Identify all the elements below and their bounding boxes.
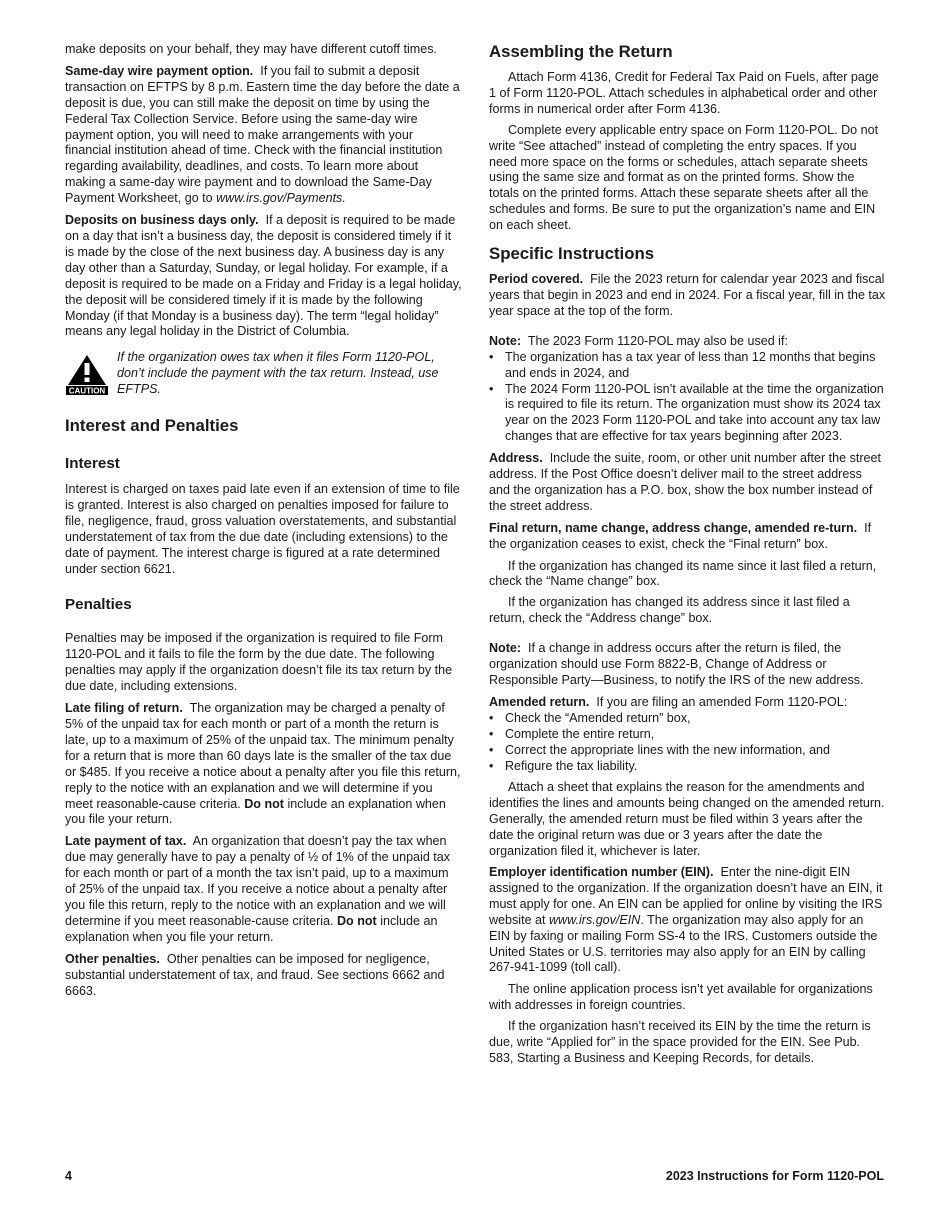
paragraph-text: File the 2023 return for calendar year 2023 and fiscal years that begin in 2023 and end in 2024. For a fiscal year, fill in the tax year space at the top of the form. — [489, 272, 886, 318]
right-column — [489, 42, 886, 1072]
run-in-heading: Other penalties. — [65, 951, 160, 966]
paragraph-address-change: If the organization has changed its address since it last filed a return, check the “Address change” box. — [489, 595, 850, 626]
heading-specific-instructions: Specific Instructions — [489, 244, 655, 264]
paragraph-text: An organization that doesn’t pay the tax when due may generally have to pay a penalty of ½ of 1% of the unpaid tax for each month or part of a month the tax isn’t paid, up to a maximum of 25% of the unpaid tax. If you receive a notice about a penalty after you file this return, reply to the notice with an explanation and we will determine if you meet reasonable-cause criteria. — [65, 834, 451, 928]
run-in-heading: Deposits on business days only. — [65, 213, 259, 228]
paragraph-cutoff: make deposits on your behalf, they may have different cutoff times. — [65, 42, 437, 56]
left-column — [65, 42, 462, 1005]
paragraph-other-penalties — [65, 952, 462, 1000]
caution-text: If the organization owes tax when it files Form 1120-POL, don’t include the payment with the tax return. Instead, use EFTPS. — [117, 350, 439, 397]
link-irs-ein[interactable]: www.irs.gov/EIN — [549, 912, 641, 927]
paragraph-text: include an explanation when you file your return. — [65, 913, 438, 944]
paragraph-interest: Interest is charged on taxes paid late even if an extension of time to file is granted. Interest is also charged on penalties imposed for failure to file, negligence, fraud, gross valuation overstatements, and substantial understatement of tax from the due date (including extensions) to the date of payment. The interest charge is figured at a rate determined under section 6621. — [65, 482, 460, 576]
list-item: • The organization has a tax year of less than 12 months that begins and ends in 2024, and — [489, 349, 876, 380]
amended-return-block — [489, 695, 886, 775]
paragraph-address — [489, 451, 886, 515]
note-label: Note: — [489, 641, 522, 656]
paragraph-amended-sheet: Attach a sheet that explains the reason for the amendments and identifies the lines and amounts being changed on the amended return. Generally, the amended return must be filed within 3 years after the date the original return was due or 3 years after the date the organization filed it, whichever is later. — [489, 780, 885, 859]
list-item: • Complete the entire return, — [489, 726, 655, 741]
paragraph-amended-return — [489, 695, 886, 711]
paragraph-period-covered — [489, 272, 886, 320]
list-item-text: Correct the appropriate lines with the new information, and — [505, 742, 830, 757]
run-in-heading: Period covered. — [489, 272, 584, 287]
list-item-text: Complete the entire return, — [505, 726, 655, 741]
note-block — [489, 334, 886, 445]
run-in-heading: Late payment of tax. — [65, 834, 187, 849]
note-intro — [489, 334, 886, 350]
paragraph-name-change: If the organization has changed its name since it last filed a return, check the “Name change” box. — [489, 558, 877, 589]
paragraph-text: If you fail to submit a deposit transaction on EFTPS by 8 p.m. Eastern time the day before the date a deposit is due, you can still make the deposit on time by using the Federal Tax Collection Service. Before using the same-day wire payment option, you will need to make arrangements with your financial institution ahead of time. Check with the financial institution regarding availability, deadlines, and costs. To learn more about making a same-day wire payment and to download the Same-Day Payment Worksheet, go to — [65, 63, 460, 206]
list-item: • Refigure the tax liability. — [489, 758, 638, 773]
paragraph-ein-foreign: The online application process isn’t yet available for organizations with addresses in foreign countries. — [489, 982, 873, 1013]
caution-box — [65, 350, 462, 398]
paragraph-assembling-2: Complete every applicable entry space on Form 1120-POL. Do not write “See attached” instead of completing the entry spaces. If you need more space on the forms or schedules, attach separate sheets using the same size and format as on the printed forms. Show the totals on the printed forms. Attach these separate sheets after all the schedules and forms. Be sure to put the organization’s name and EIN on each sheet. — [489, 122, 879, 233]
link-irs-payments[interactable]: www.irs.gov/Payments. — [216, 191, 346, 206]
run-in-heading: Amended return. — [489, 694, 590, 709]
run-in-heading: Address. — [489, 451, 543, 466]
paragraph-same-day-wire — [65, 64, 462, 207]
paragraph-assembling-1: Attach Form 4136, Credit for Federal Tax Paid on Fuels, after page 1 of Form 1120-POL. Attach schedules in alphabetical order and other forms in numerical order after Form 4136. — [489, 70, 879, 116]
page-number: 4 — [65, 1169, 72, 1183]
emphasis-do-not: Do not — [337, 913, 377, 928]
paragraph-text: The organization may be charged a penalty of 5% of the unpaid tax for each month or part of a month the return is late, up to a maximum of 25% of the unpaid tax. The minimum penalty for a return that is more than 60 days late is the smaller of the tax due or $485. If you receive a notice about a penalty after you file this return, reply to the notice with an explanation and we will determine if you meet reasonable-cause criteria. — [65, 701, 461, 811]
paragraph-late-payment — [65, 834, 462, 945]
paragraph-ein-applied-for: If the organization hasn’t received its EIN by the time the return is due, write “Applied for” in the space provided for the EIN. See Pub. 583, Starting a Business and Keeping Records, for details. — [489, 1019, 871, 1065]
paragraph-text: Enter the nine-digit EIN assigned to the organization. If the organization doesn’t have an EIN, it must apply for one. An EIN can be applied for online by visiting the IRS website at — [489, 864, 883, 927]
note-label: Note: — [489, 333, 522, 348]
paragraph-text: . The organization may also apply for an EIN by faxing or mailing Form SS-4 to the IRS. Customers outside the United States or U.S. territories may also apply for an EIN by calling 267-941-1099 (toll call). — [489, 912, 878, 975]
paragraph-final-return — [489, 521, 886, 553]
run-in-heading: Late filing of return. — [65, 701, 183, 716]
run-in-heading: Employer identification number (EIN). — [489, 864, 714, 879]
list-item: • The 2024 Form 1120-POL isn’t available at the time the organization is required to file its return. The organization must show its 2024 tax year on the 2023 Form 1120-POL and take into account any tax law changes that are effective for tax years beginning after 2023. — [489, 381, 884, 444]
emphasis-do-not: Do not — [244, 796, 284, 811]
paragraph-text: include an explanation when you file your return. — [65, 796, 446, 827]
paragraph-text: Include the suite, room, or other unit number after the street address. If the Post Office doesn’t deliver mail to the street address and the organization has a P.O. box, show the box number instead of the street address. — [489, 451, 881, 513]
run-in-heading: Same-day wire payment option. — [65, 63, 254, 78]
paragraph-text: Other penalties can be imposed for negligence, substantial understatement of tax, and fraud. See sections 6662 and 6663. — [65, 951, 445, 998]
list-item: • Correct the appropriate lines with the new information, and — [489, 742, 830, 757]
paragraph-text: If the organization ceases to exist, check the “Final return” box. — [489, 520, 872, 551]
footer-document-title: 2023 Instructions for Form 1120-POL — [665, 1169, 884, 1183]
paragraph-ein — [489, 865, 886, 976]
list-item-text: The organization has a tax year of less than 12 months that begins and ends in 2024, and — [505, 349, 876, 380]
paragraph-penalties: Penalties may be imposed if the organization is required to file Form 1120-POL and it fails to file the form by the due date. The following penalties may apply if the organization doesn’t file its tax return by the due date, including extensions. — [65, 631, 453, 694]
caution-label: CAUTION — [68, 386, 106, 396]
list-item: • Check the “Amended return” box, — [489, 710, 691, 725]
paragraph-text: If you are filing an amended Form 1120-POL: — [596, 694, 848, 709]
paragraph-text: If a deposit is required to be made on a day that isn’t a business day, the deposit is considered timely if it is made by the close of the next business day. A business day is any day other than a Saturday, Sunday, or legal holiday. For example, if a deposit is required to be made on a Friday and Friday is a legal holiday, the deposit will be considered timely if it is made by the following Monday (if that Monday is a business day). The term “legal holiday” means any legal holiday in the District of Columbia. — [65, 213, 462, 339]
heading-penalties: Penalties — [65, 596, 132, 614]
caution-icon — [65, 352, 109, 396]
list-item-text: Check the “Amended return” box, — [505, 710, 691, 725]
paragraph-business-days — [65, 213, 462, 340]
note-text: If a change in address occurs after the return is filed, the organization should use Form 8822-B, Change of Address or Responsible Party—Business, to notify the IRS of the new address. — [489, 641, 864, 687]
heading-interest: Interest — [65, 455, 120, 473]
list-item-text: Refigure the tax liability. — [505, 758, 638, 773]
heading-assembling-the-return: Assembling the Return — [489, 42, 673, 61]
paragraph-note-address — [489, 641, 886, 689]
run-in-heading: Final return, name change, address change, amended re-turn. — [489, 520, 858, 535]
list-item-text: The 2024 Form 1120-POL isn’t available at the time the organization is required to file its return. The organization must show its 2024 tax year on the 2023 Form 1120-POL and take into account any tax law changes that are effective for tax years beginning after 2023. — [505, 381, 884, 444]
note-text: The 2023 Form 1120-POL may also be used if: — [527, 333, 788, 348]
paragraph-late-filing — [65, 701, 462, 828]
heading-interest-and-penalties: Interest and Penalties — [65, 416, 239, 436]
